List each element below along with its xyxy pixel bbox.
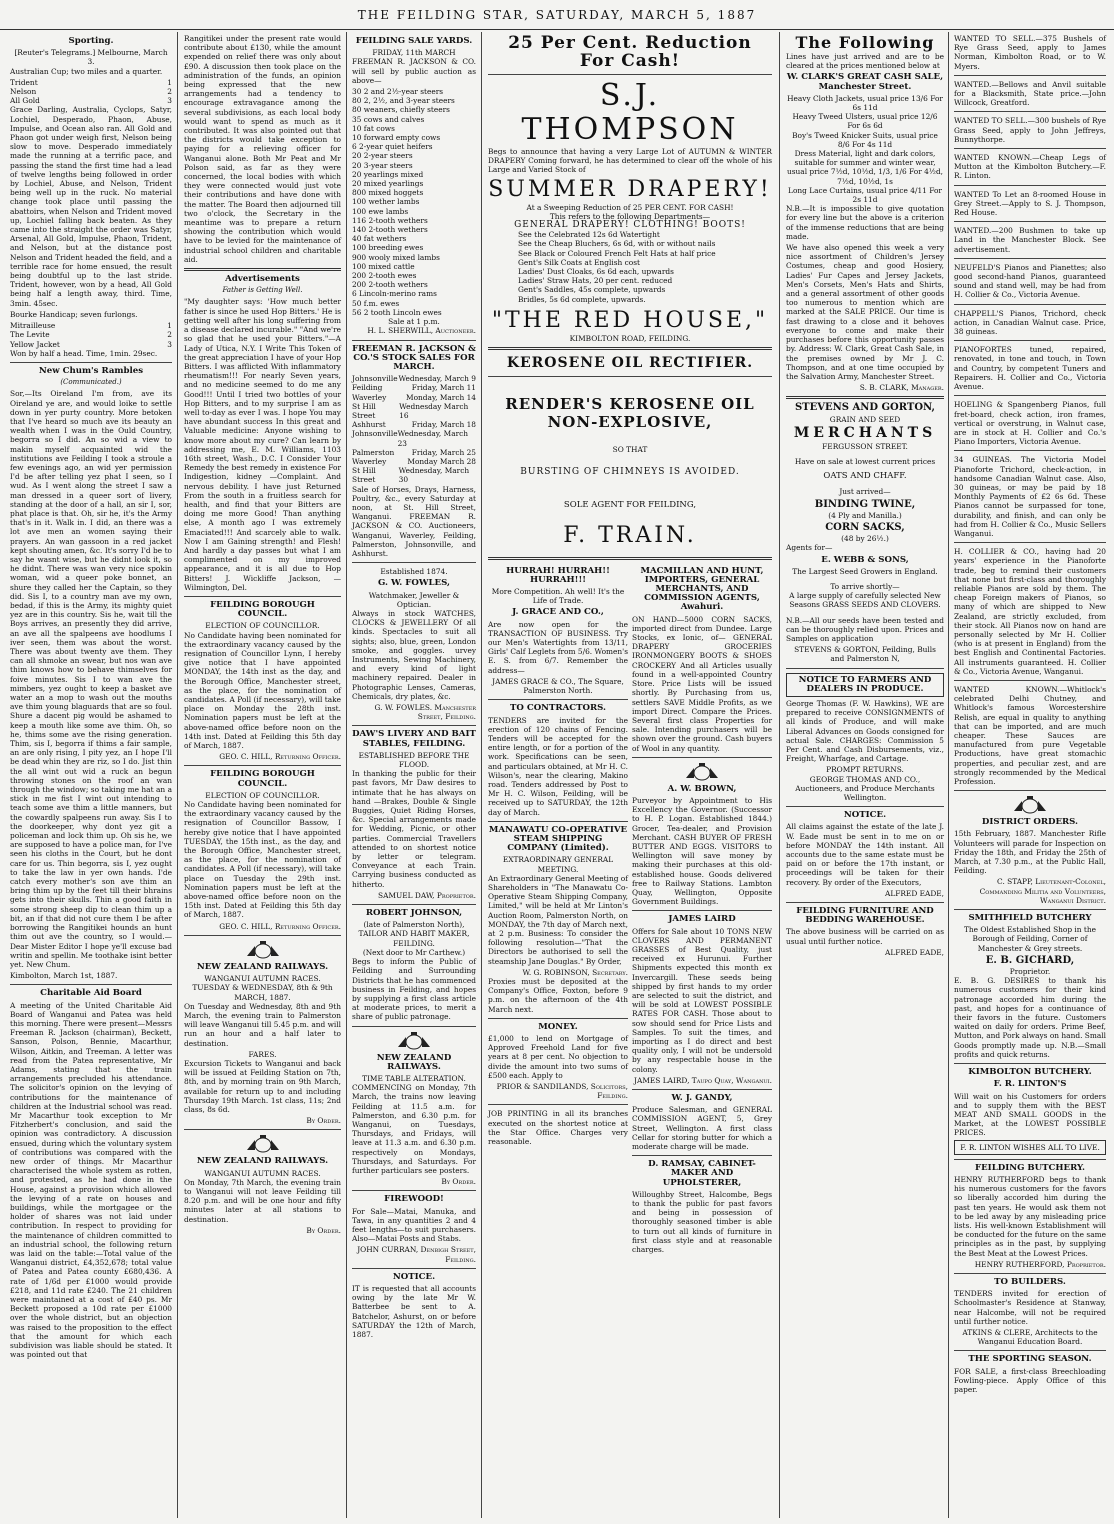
sporting-heading: Sporting.	[68, 36, 114, 46]
ad-body: On Monday, 7th March, the evening train to Wanganui will not leave Feilding till 8.20 p.m. and will be one hour and fifty minutes later at all stations to destination.	[184, 1177, 341, 1224]
table-cell: Johnsonville	[352, 429, 398, 439]
classified-ad: NEUFELD'S Pianos and Pianettes; also good second-hand Pianos, guaranteed sound and stand well, may be had from H. Collier & Co., Victoria Avenue.	[954, 262, 1106, 300]
ad-title: STEVENS AND GORTON,	[794, 402, 936, 414]
ad-title: DISTRICT ORDERS.	[981, 817, 1079, 828]
ad-address: FERGUSSON STREET.	[822, 441, 908, 451]
table-cell: Wednesday March 16	[399, 401, 469, 420]
list-item: Gent's Silk Coats at English cost	[518, 257, 641, 267]
result-row: Yellow Jacket 3	[10, 339, 172, 349]
ad-subtitle: (late of Palmerston North), TAILOR AND HABIT MAKER, FEILDING.	[358, 920, 470, 948]
ad-signature: ATKINS & CLERE, Architects to the Wanganui Education Board.	[962, 1327, 1098, 1347]
ad-body: For Sale—Matai, Manuka, and Tawa, in any quantities 2 and 4 feet lengths—to suit purchasers. Also—Matai Posts and Stabs.	[352, 1206, 476, 1244]
price-list	[786, 94, 944, 204]
ad-body: Lines have just arrived and are to be cleared at the prices mentioned below at	[786, 52, 944, 71]
list-item: 50 f.m. ewes	[352, 298, 400, 308]
list-item: 20 mixed yearlings	[352, 179, 424, 189]
ad-date: FRIDAY, 11th MARCH	[372, 48, 456, 58]
ad-body: A large supply of carefully selected New Seasons GRASS SEEDS AND CLOVERS.	[789, 591, 941, 610]
list-item: Ladies' Straw Hats, 20 per cent. reduced	[518, 276, 673, 286]
ad-title: NOTICE.	[843, 810, 887, 821]
ad-body: N.B.—It is impossible to give quotation for every line but the above is a criterion of the immense reductions that are being made.	[786, 204, 944, 241]
ad-signature: H. L. SHERWILL, Auctioneer.	[367, 326, 476, 336]
table-cell: Johnsonville	[352, 374, 398, 384]
headline: 25 Per Cent. Reduction For Cash!	[508, 33, 752, 71]
article-sign: Kimbolton, March 1st, 1887.	[10, 971, 118, 981]
ad-subtitle: Have on sale at lowest current prices	[794, 456, 936, 466]
list-item: 200 2-tooth ewes	[352, 271, 417, 281]
list-item: 116 2-tooth wethers	[352, 215, 428, 225]
ad-title: DAW'S LIVERY AND BAIT STABLES, FEILDING.	[352, 729, 476, 749]
kerosene-heading: RENDER'S KEROSENE OIL NON-EXPLOSIVE,	[505, 395, 755, 432]
ad-title: JAMES LAIRD	[668, 914, 736, 925]
ad-subtitle: This refers to the following Departments—	[549, 211, 711, 221]
ad-title: W. CLARK'S GREAT CASH SALE, Manchester Street.	[786, 72, 944, 92]
list-item: 20 2-year steers	[352, 151, 413, 161]
column-4	[484, 32, 776, 1518]
table-row	[352, 420, 476, 429]
ad-title: NOTICE TO FARMERS AND DEALERS IN PRODUCE.	[786, 673, 944, 697]
rambles-sub: (Communicated.)	[60, 378, 122, 387]
ad-title: NEW ZEALAND RAILWAYS.	[196, 961, 329, 972]
list-item: 100 breeding ewes	[352, 243, 424, 253]
list-item: 20 3-year steers	[352, 160, 413, 170]
ad-subtitle: F. R. LINTON WISHES ALL TO LIVE.	[954, 1140, 1106, 1155]
list-item: 6 2-year quiet heifers	[352, 142, 433, 152]
ad-title: W. J. GANDY,	[671, 1093, 733, 1104]
list-item: 6 Lincoln-merino rams	[352, 289, 437, 299]
column-rule	[779, 32, 780, 1518]
list-item: 100 mixed cattle	[352, 261, 415, 271]
ad-title: HURRAH! HURRAH!! HURRAH!!!	[506, 565, 610, 585]
sale-time: Sale at 1 p.m.	[388, 317, 440, 327]
article-body: Grace Darling, Australia, Cyclops, Satyr, Lochiel, Desperado, Phaon, Abuse, Impulse, and Ocean also ran. All Gold and Phaon got under weigh first, Nelson being slow to move. Desperado immediately made the running at a terrific pace, and passing the stand the first time had a lead of twelve lengths being followed in order by Lochiel, Abuse, and Nelson, Trident being well up in the ruck. No material change took place until passing the abattoirs, when Nelson and Trident moved up, Lochiel falling back beaten. As they came into the straight the order was Satyr, Arsenal, All Gold, Impulse, Phaon, Trident, and Nelson, but at the distance post Nelson and Trident headed the field, and a terrible race for home ensued, the result being doubtful up to the last stride. Trident, however, won by a head, All Gold being half a length away, third. Time, 3min. 45sec.	[10, 105, 172, 308]
classified-ad: WANTED TO SELL.—375 Bushels of Rye Grass Seed, apply to James Norman, Kimbolton Road, or to W. Myers.	[954, 34, 1106, 71]
ad-subtitle: WANGANUI AUTUMN RACES.	[204, 974, 321, 984]
column-rule	[481, 32, 482, 1518]
ad-signature: By Order.	[441, 1177, 476, 1187]
ad-body: Agents for—	[786, 543, 833, 553]
ad-body: TENDERS are invited for the erection of 120 chains of Fencing. Tenders will be accepted for the entire length, or for a portion of the work. Specifications can be seen, and particulars obtained, at Mr H. C. Wilson's, near the clearing, Makino road. Tenders addressed by Post to Mr H. C. Wilson, Feilding, will be received up to SATURDAY, the 12th day of March.	[488, 715, 628, 817]
cup-title: Australian Cup; two miles and a quarter.	[10, 66, 163, 76]
price-line: Boy's Tweed Knicker Suits, usual price 8/6 For 4s 11d	[792, 130, 938, 149]
ad-body: The above business will be carried on as usual until further notice.	[786, 927, 944, 946]
royal-crest-icon	[243, 940, 283, 960]
list-item: 200 2-tooth wethers	[352, 280, 428, 290]
article-body: A meeting of the United Charitable Aid Board of Wanganui and Patea was held this morning. There were present—Messrs Freeman R. Jackson (chairman), Beckett, Sanson, Polson, Bennie, Macarthur, Wilson, Aitkin, and Treeman. A letter was read from the Patea representative, Mr Adams, stating that the train arrangements precluded his attendance. The solicitor's opinion on the levying of contributions for the maintenance of children at the Industrial school was read. Mr Macarthur took exception to Mr Fitzherbert's conclusion, and said the opinion was contradictory. A discussion ensued, during which the voluntary system of contributions was compared with the new order of things. Mr Macarthur characterised the whole system as rotten, and protested, as he had done in the House, against a provision which allowed the levying of a rate on houses and buildings, while the mortgagee or the holder of shares was not laid under contribution. In respect to providing for the maintenance of children committed to an industrial school, the following return was laid on the table:—Total value of the Wanganui district, £4,352,678; total value of Patea and Patea county £680,436. A rate of 1/6d per £1000 would provide £218, and 11d rate £240. The 21 children were maintained at a cost of £40 ps. Mr Beckett proposed a 10d rate per £1000 over the whole district, but an objection was raised to the proposition to the effect that the amount for which each subdivision was liable should be stated. It was pointed out that	[10, 1000, 172, 1360]
rambles-heading: New Chum's Rambles	[38, 365, 144, 376]
aid-heading: Charitable Aid Board	[40, 988, 142, 999]
ad-title: KIMBOLTON BUTCHERY.	[968, 1067, 1092, 1078]
ad-title: BINDING TWINE,	[814, 498, 916, 510]
ad-body: Sale of Horses, Drays, Harness, Poultry, &c., every Saturday at noon, at St. Hill Street, Wanganui. FREEMAN R. JACKSON & CO. Auctioneers, Wanganui, Waverley, Feilding, Palmerston, Johnsonville, and Ashhurst.	[352, 484, 476, 558]
table-row	[352, 374, 476, 383]
result-row: The Levite 2	[10, 330, 172, 340]
table-cell: Feilding	[352, 383, 383, 393]
table-row	[352, 448, 476, 457]
ad-subtitle: Just arrived—	[839, 487, 891, 497]
article-body: Sor,—Its Oireland I'm from, ave its Oireland ye are, and would loike to settle down in yer purty country. More betoken that I've heard so much ave its beauty an wealth when I was in the Ould Country, begorra so I did. An so wid a view to makin myself acquainted wid the institutions ave Feilding I took a stroule a few evenings ago, an wid yer permission I'd be after telling yez phat I seen, so I wud. As I went along the street I saw a man dressed in a queer sort of livery, standing at the door of a hall, an sir I, sor, phat place is that. Oh, sir he, it's the Army that's in it. Walk in. I did, an there was a lot ave men an women saying their prayers. An wan gassoon in a red jacket kept shouting amen, &c. It's sorry I'd be to say he wasnt wise, but he didnt look it, so he didnt. There was wan very nice spokin woman, wid a queer poke bonnet, an shure they called her the Captain, so they did. Sis I, to a country man ave my own, bedad, if this is the Army, its mighty quiet yez are in this country. Sis he, wait till the Boys arrives, an presently they did arrive, an ave all the spalpeens ave hoodlums I iver seen, them was about the worst. There was about twenty ave them. They can all shmoke an swear, but nos wan ave thim knows how to behave thimselves for foive minutes. Sis I to wan ave the mimbers, yez ought to keep a basket ave water an a mop to wash out the mouths ave thim young blaguards that are so foul. Shure a dacent pig would be ashamed to keep a mouth like some ave thim. Oh, so he, thims some ave the rising generation. Thim, sis I, begorra if thims a fair sample, an are only rising, I pity yez, an I hope I'll be dead whin they are riz, so I do. Jist thin the all wint out wid a ruck an begun throwing stones on the roof an wan through the window; so taking me hat an a stick in me fist I wint out intending to teach some ave thim a little manners, but the cowardly spalpeens run away. Sis I to the doorkeeper, why dont yez git a policeman and lock thim up. Oh sis he, we are supposed to have a police man, for I've seen his cloths in the Court, but he dont care for us. Thin begorra, sis I, yez ought to take the law in yer own hands. I'de catch every mother's son ave thim an bring thim up by the feet till their bhrains gets into their skulls. Thin a good faith in some strong sheep dip to clean thim up a bit, an if that did not cure them I be after borrowing the Rangitikei hounds an hunt thim out ave the country, so I would.—Dear Mister Editor I hope ye'll excuse bad writin and spellin. Me toothake isint better yet. New Chum.	[10, 389, 172, 969]
classified-ad: WANTED.—Bellows and Anvil suitable for a Blacksmith, State price.—John Willcock, Greatford.	[954, 79, 1106, 108]
list-item: 800 mixed hoggets	[352, 188, 424, 198]
result-row: Nelson 2	[10, 87, 172, 97]
ad-signature: SAMUEL DAW, Proprietor.	[378, 890, 476, 900]
ad-title: FEILDING BOROUGH COUNCIL.	[210, 769, 315, 789]
summer-title: SUMMER DRAPERY!	[488, 176, 772, 202]
stock-sales-table	[352, 374, 476, 484]
ad-body: On Tuesday and Wednesday, 8th and 9th March, the evening train to Palmerston will leave Wanganui till 5.45 p.m. and will run an hour and a half later to destination.	[184, 1001, 341, 1048]
ad-title: FEILDING BOROUGH COUNCIL.	[210, 599, 315, 620]
ad-title: SMITHFIELD BUTCHERY	[968, 913, 1092, 924]
royal-crest-icon	[394, 1031, 434, 1051]
classified-ad: WANTED.—200 Bushmen to take up Land in the Manchester Block. See advertisement.	[954, 226, 1106, 254]
ad-signature: GEO. C. HILL, Returning Officer.	[219, 752, 341, 762]
list-item: 56 2 tooth Lincoln ewes	[352, 307, 442, 317]
ad-body: 15th February, 1887. Manchester Rifle Volunteers will parade for Inspection on Friday the 18th, and Friday the 25th of March, at 7.30 p.m., at the Public Hall, Feilding.	[954, 829, 1106, 876]
classified-ad: WANTED KNOWN.—Whitlock's celebrated Delhi Chutney, and Whitlock's famous Worcestershire Relish, are equal in quality to anything that can be imported, and are much cheaper. These Sauces are manufactured from pure Vegetable Productions, have great stomachic properties, and peculiar zest, and are strongly recommended by the Medical Profession.	[954, 684, 1106, 787]
classified-ad: WANTED KNOWN.—Cheap Legs of Mutton at the Kimbolton Butchery.—F. R. Linton.	[954, 153, 1106, 181]
ad-signature: GEO. C. HILL, Returning Officer.	[219, 921, 341, 931]
list-item: 10 fat cows	[352, 123, 395, 133]
classified-ad: WANTED To Let an 8-roomed House in Grey Street.—Apply to S. J. Thompson, Red House.	[954, 189, 1106, 218]
ad-body: E. B. G. DESIRES to thank his numerous customers for their kind patronage accorded him during the past, and hopes for a continuance of their favors in the future. Customers waited on daily for orders. Prime Beef, Mutton, and Pork always on hand. Small Goods promptly made up. N.B.—Small profits and quick returns.	[954, 976, 1106, 1059]
table-cell: St Hill Street	[352, 466, 376, 485]
ad-body: Purveyor by Appointment to His Excellency the Governor. (Successor to H. P. Logan. Established 1844.) Grocer, Tea-dealer, and Provision Merchant. CASH BUYER OF FRESH BUTTER AND EGGS. VISITORS to Wellington will save money by making their purchases at this old-established house. Goods delivered free to Railway Stations. Lambton Quay, Wellington, Opposite Government Buildings.	[632, 795, 772, 907]
price-line: Heavy Cloth Jackets, usual price 13/6 For 6s 11d	[787, 93, 943, 113]
table-cell: Monday March 28	[407, 456, 476, 466]
list-item: 35 cows and calves	[352, 114, 425, 124]
table-cell: Wednesday, March 30	[398, 466, 470, 485]
column-1	[6, 32, 176, 1518]
list-item: 30 2 and 2½-year steers	[352, 87, 444, 97]
ad-subtitle: SOLE AGENT FOR FEILDING,	[563, 500, 697, 511]
ad-title: TO CONTRACTORS.	[509, 703, 606, 714]
list-item: Bridles, 5s 6d complete, upwards.	[518, 294, 646, 304]
list-item: 20 yearlings mixed	[352, 169, 424, 179]
ad-dates: TUESDAY & WEDNESDAY, 8th & 9th MARCH, 1887.	[192, 983, 333, 1002]
ad-body: Always in stock WATCHES, CLOCKS & JEWELLERY Of all kinds. Spectacles to suit all sights; also, blue, green, London smoke, and goggles. urvey Instruments, Sewing Machinery, and every kind of light machinery repaired. Dealer in Photographic Lenses, Cameras, Chemicals, dry plates, &c.	[352, 608, 476, 701]
ad-subtitle: The Oldest Established Shop in the Borough of Feilding, Corner of Manchester & Grey streets.	[963, 925, 1096, 953]
ad-title: D. RAMSAY, CABINET-MAKER AND UPHOLSTERER,	[648, 1159, 756, 1188]
ad-body: IT is requested that all accounts owing by the late Mr W. Batterbee be sent to A. Batchelor, Ashurst, on or before SATURDAY the 12th of March, 1887.	[352, 1283, 476, 1339]
ad-title: E. B. GICHARD,	[985, 954, 1075, 966]
ad-signature: W. G. ROBINSON, Secretary.	[522, 967, 628, 977]
ad-address: JAMES GRACE & CO., The Square, Palmerston North.	[492, 676, 624, 696]
ad-body: TENDERS invited for erection of Schoolmaster's Residence at Stanway, near Halcombe, will not be required until further notice.	[954, 1289, 1106, 1326]
ad-subtitle: ELECTION OF COUNCILLOR.	[205, 621, 320, 631]
ad-body: An Extraordinary General Meeting of Shareholders in "The Manawatu Co-Operative Steam Shipping Company, Limited," will be held at Mr Linton's Auction Room, Palmerston North, on MONDAY, the 7th day of March next, at 2 p.m. Business: To consider the following resolution—"That the Directors be authorised to sell the steamship Jane Douglas." By Order,	[488, 873, 628, 966]
ad-body: £1,000 to lend on Mortgage of Approved Freehold Land for five years at 8 per cent. No objection to divide the amount into two sums of £500 each. Apply to	[488, 1034, 628, 1080]
ad-body: FOR SALE, a first-class Breechloading Fowling-piece. Apply Office of this paper.	[954, 1366, 1106, 1394]
column-rule	[948, 32, 949, 1518]
table-cell: Ashhurst	[352, 420, 386, 430]
ad-subtitle: ELECTION OF COUNCILLOR.	[205, 790, 320, 800]
ad-body: Will wait on his Customers for orders and to supply them with the BEST MEAT AND SMALL GOODS in the Market, at the LOWEST POSSIBLE PRICES.	[954, 1091, 1106, 1138]
column-5	[782, 32, 948, 1518]
ad-body: Willoughby Street, Halcombe, Begs to thank the public for past favors and being in possession of thoroughly seasoned timber is able to turn out all kinds of furniture in first class style and at reasonable charges.	[632, 1189, 772, 1255]
table-cell: Monday, March 14	[406, 392, 476, 402]
ad-title: ROBERT JOHNSON,	[365, 908, 463, 919]
ad-body: In thanking the public for their past favors, Mr Daw desires to intimate that he has always on hand —Brakes, Double & Single Buggies, Quiet Riding Horses, &c. Special arrangements made for Wedding, Picnic, or other parties. Commercial Travellers attended to on shortest notice by letter or telegram. Conveyance at each Train. Carrying business conducted as hitherto.	[352, 769, 476, 889]
redhouse-title: "THE RED HOUSE,"	[491, 307, 769, 333]
table-row	[352, 457, 476, 466]
article-body: Won by half a head. Time, 1min. 29sec.	[10, 348, 158, 358]
result-row: Trident 1	[10, 77, 172, 87]
ad-title: FEILDING SALE YARDS.	[355, 36, 473, 46]
ad-title: F. R. LINTON'S	[993, 1079, 1067, 1090]
ad-signature: G. W. FOWLES. Manchester Street, Feilding.	[374, 703, 476, 722]
royal-crest-icon	[682, 762, 722, 782]
table-row	[352, 393, 476, 402]
table-cell: Waverley	[352, 456, 387, 466]
ad-body: JOB PRINTING in all its branches executed on the shortest notice at the Star Office. Charges very reasonable.	[488, 1109, 628, 1147]
ad-title: MONEY.	[538, 1021, 578, 1032]
table-cell: Friday, March 11	[411, 383, 476, 393]
ad-signature: By Order.	[306, 1225, 341, 1235]
column-3	[348, 32, 480, 1518]
ad-title: CORN SACKS,	[825, 521, 905, 533]
ad-signature: S. B. CLARK, Manager.	[859, 383, 944, 393]
ad-title: G. W. FOWLES,	[377, 578, 451, 589]
ad-subtitle: EXTRAORDINARY GENERAL MEETING.	[502, 855, 614, 874]
ad-subtitle: Established 1874.	[380, 567, 448, 577]
ad-address: KIMBOLTON ROAD, FEILDING.	[569, 333, 691, 343]
ad-body: Begs to inform the Public of Feilding and Surrounding Districts that he has commenced business in Feilding, and hopes by supplying a first class article at moderate prices, to merit a share of public patronage.	[352, 957, 476, 1022]
list-item: See the Cheap Bluchers, 6s 6d, with or without nails	[518, 239, 716, 249]
ad-subtitle: GRAIN AND SEED	[829, 414, 901, 424]
ad-body: No Candidate having been nominated for the extraordinary vacancy caused by the resignation of Councillor Lynn, I hereby give notice that I have appointed MONDAY, the 14th inst as the day, and the Borough Office, Manchester street, as the place, for the nomination of candidates. A Poll (if necessary), will take place on Monday the 28th inst. Nomination papers must be left at the above-named office before noon on the 14th inst. Dated at Feilding this 5th day of March, 1887.	[184, 630, 341, 751]
column-2	[180, 32, 345, 1518]
ad-body: Offers for Sale about 10 TONS NEW CLOVERS AND PERMANENT GRASSES of Best Quality, just received ex Hurunui. Further Shipments expected this month ex Invercargill. These seeds being shipped by first hands to my order are selected to suit the district, and will be sold at LOWEST POSSIBLE RATES FOR CASH. Those about to sow should send for Price Lists and Samples. To suit the times, and importing as I do direct and best quality only, I will not be undersold by any respectable house in the colony.	[632, 926, 772, 1074]
ad-title: FIREWOOD!	[384, 1194, 444, 1205]
ad-title: MACMILLAN AND HUNT, IMPORTERS, GENERAL MERCHANTS, AND COMMISSION AGENTS, Awahuri.	[640, 565, 764, 613]
ad-title: FEILDING BUTCHERY.	[975, 1162, 1085, 1173]
ad-body: Excursion Tickets to Wanganui and back will be issued at Feilding Station on 7th, 8th, and by morning train on 9th March, available for return up to and including Thursday 19th March. 1st class, 11s; 2nd class, 8s 6d.	[184, 1058, 341, 1114]
column-6	[950, 32, 1110, 1518]
bourke-title: Bourke Handicap; seven furlongs.	[10, 309, 138, 319]
ad-body: "My daughter says: 'How much better father is since he used Hop Bitters.' He is getting well after his long suffering from a disease declared incurable." "And we're so glad that he used your Bitters."—A Lady of Utica, N.Y. I Write This Token of the great appreciation I have of your Hop Bitters. I was afflicted With inflammatory rheumatism!!! For nearly Seven years, and no medicine seemed to do me any Good!!! Until I tried two bottles of your Hop Bitters, and to my surprise I am as well to-day as ever I was. I hope You may have abundant success In this great and Valuable medicine: Anyone wishing to know more about my cure? Can learn by addressing me, E. M. Williams, 1103 16th street, Wash., D.C. I Consider Your Remedy the best remedy in existence For Indigestion, kidney —Complaint. And nervous debility. I have just Returned From the south in a fruitless search for health, and find that your Bitters are doing me more Good! Than anything else, A month ago I was extremely Emaciated!!! And scarcely able to walk. Now I am Gaining strength! and Flesh! And hardly a day passes but what I am complimented on my improved appearance, and it is all due to Hop Bitters! J. Wickliffe Jackson, —Wilmington, Del.	[184, 297, 341, 592]
classified-ad: HOELING & Spangenberg Pianos, full fret-board, check action, iron frames, vertical or overstrung, in Walnut case, are in stock at H. Collier and Co.'s Piano Importers, Victoria Avenue.	[954, 400, 1106, 447]
table-row	[352, 466, 476, 484]
so-that: SO THAT	[612, 445, 648, 455]
classified-ad: H. COLLIER & CO., having had 20 years' experience in the Pianoforte trade, beg to remind their customers that none but first-class and thoroughly reliable Pianos are sold by them. The cheap Foreign makers of Pianos, so many of which are shipped to New Zealand, are strictly excluded, from their stock. All Pianos now on hand are personally selected by Mr H. Collier (who is at present in England) from the best English and Continental Factories. All instruments guaranteed. H. Collier & Co., Victoria Avenue, Wanganui.	[954, 547, 1106, 676]
kerosene-title: KEROSENE OIL RECTIFIER.	[506, 355, 754, 372]
dateline: [Reuter's Telegrams.] Melbourne, March 3.	[14, 48, 168, 67]
ad-subtitle: FARES.	[248, 1049, 277, 1059]
ad-title: MANAWATU CO-OPERATIVE STEAM SHIPPING COMPANY (Limited).	[488, 824, 628, 854]
ad-body: We have also opened this week a very nice assortment of Children's Jersey Costumes, cheap and good Hosiery, Ladies' Fur Capes and Jersey Jackets, Men's Corsets, Men's Hats and Shirts, and a general assortment of other goods too numerous to mention which are marked at the SALE PRICE. Our time is fast drawing to a close and it behoves everyone to come and make their purchases before this opportunity passes by. Address: W. Clark, Great Cash Sale, in the premises owned by Mr J. C. Thompson, and at one time occupied by the Salvation Army, Manchester Street.	[786, 243, 944, 381]
ad-subtitle: Proprietor.	[1009, 967, 1051, 977]
ad-title: J. GRACE AND CO.,	[512, 607, 604, 618]
list-item: 100 ewe lambs	[352, 206, 409, 216]
ad-title: NEW ZEALAND RAILWAYS.	[196, 1156, 329, 1167]
column-rule	[177, 32, 178, 1518]
ad-body: Begs to announce that having a very Large Lot of AUTUMN & WINTER DRAPERY Coming forward, he has determined to clear off the whole of his Large and Varied Stock of	[488, 147, 772, 175]
ad-subtitle: More Competition. Ah well! It's the Life of Trade.	[491, 587, 625, 606]
result-row: Mitrailleuse 1	[10, 321, 172, 331]
ad-body: No Candidate having been nominated for the extraordinary vacancy caused by the resignation of Councillor Bassow, I hereby give notice that I have appointed TUESDAY, the 15th inst., as the day, and the Borough Office, Manchester street, as the place, for the nomination of candidates. A Poll (if necessary), will take place on Tuesday the 29th inst. Nomination papers must be left at the above-named office before noon on the 15th inst. Dated at Feilding this 5th day of March, 1887.	[184, 800, 341, 920]
ad-body: N.B.—All our seeds have been tested and can be thoroughly relied upon. Prices and Samples on application	[786, 615, 944, 643]
classified-ad: PIANOFORTES tuned, repaired, renovated, in tone and touch, in Town and Country, by competent Tuners and Repairers. H. Collier and Co., Victoria Avenue.	[954, 345, 1106, 392]
price-line: Heavy Tweed Ulsters, usual price 12/6 For 6s 6d	[792, 112, 938, 131]
price-line: Long Lace Curtains, usual price 4/11 For 2s 11d	[788, 185, 942, 205]
ad-subtitle: BURSTING OF CHIMNEYS IS AVOIDED.	[520, 467, 740, 478]
departments: GENERAL DRAPERY! CLOTHING! BOOTS!	[514, 220, 746, 231]
ad-signature: HENRY RUTHERFORD, Proprietor.	[974, 1259, 1106, 1269]
item-list	[488, 230, 772, 304]
ad-title: THE SPORTING SEASON.	[968, 1354, 1092, 1365]
list-item: See the Celebrated 12s 6d Watertight	[518, 230, 660, 240]
stock-list	[352, 87, 476, 317]
ad-subtitle: Father is Getting Well.	[222, 286, 303, 295]
classified-ad: WANTED TO SELL.—300 bushels of Rye Grass Seed, apply to John Jeffreys, Bunnythorpe.	[954, 116, 1106, 144]
result-row: All Gold 3	[10, 96, 172, 106]
table-cell: Wednesday, March 23	[397, 429, 469, 448]
list-item: Gent's Saddles, 45s complete, upwards	[518, 285, 666, 295]
ad-signature: JAMES LAIRD, Taupo Quay, Wanganui.	[634, 1075, 772, 1085]
ad-signature: ALFRED EADE,	[884, 888, 944, 898]
ad-title: A. W. BROWN,	[667, 783, 737, 794]
table-cell: St Hill Street	[352, 401, 376, 420]
ad-body: Produce Salesman, and GENERAL COMMISSION AGENT, 5, Grey Street, Wellington. A first class Cellar for storing butter for which a moderate charge will be made.	[632, 1105, 772, 1152]
thompson-title: S.J. THOMPSON	[521, 78, 739, 147]
ad-signature: By Order.	[306, 1116, 341, 1126]
list-item: See Black or Coloured French Felt Hats at half price	[518, 248, 716, 258]
ad-address: (Next door to Mr Carthew.)	[362, 947, 466, 957]
ad-subtitle: To arrive shortly—	[830, 581, 900, 591]
table-row	[352, 429, 476, 447]
ad-signature: ALFRED EADE,	[884, 947, 944, 957]
ad-title: NOTICE.	[392, 1271, 436, 1282]
ad-title: NEW ZEALAND RAILWAYS.	[376, 1052, 452, 1072]
table-row	[352, 383, 476, 392]
ad-signature: PRIOR & SANDILANDS, Solicitors, Feilding.	[496, 1082, 628, 1101]
ad-body: ON HAND—5000 CORN SACKS, imported direct from Dundee. Large Stocks, ex Ionic, of— GENERAL DRAPERY GROCERIES IRONMONGERY BOOTS & SHOES CROCKERY And all Articles usually found in a well-appointed Country Store. Price Lists will be issued shortly. By Purchasing from us, settlers SAVE Middle Profits, as we import Direct. Compare the Prices. Several first class Properties for sale. Intending purchasers will be shown over the ground. Cash buyers of Wool in any quantity.	[632, 614, 772, 753]
ad-title: FREEMAN R. JACKSON & CO.'S STOCK SALES FOR MARCH.	[352, 343, 476, 372]
ad-signature: STEVENS & GORTON, Feilding, Bulls and Palmerston N,	[794, 645, 936, 664]
ad-body: COMMENCING on Monday, 7th March, the trains now leaving Feilding at 11.5 a.m. for Palmerston, and 6.30 p.m. for Wanganui, on Tuesdays, Thursdays, and Fridays, will leave at 11.3 a.m. and 6.30 p.m. respectively on Mondays, Thursdays, and Saturdays. For further particulars see posters.	[352, 1083, 476, 1175]
table-cell: Friday, March 25	[411, 447, 476, 457]
list-item: 900 wooly mixed lambs	[352, 252, 440, 262]
table-cell: Friday, March 18	[411, 420, 476, 430]
table-cell: Palmerston	[352, 447, 395, 457]
ad-title: E. WEBB & SONS,	[821, 554, 909, 565]
ad-body: George Thomas (F. W. Hawkins), WE are prepared to receive CONSIGNMENTS of all kinds of Produce, and will make Liberal Advances on Goods consigned for actual Sale. CHARGES: Commission 5 Per Cent. and Cash Disbursements, viz., Freight, Wharfage, and Cartage.	[786, 698, 944, 764]
merchants-title: MERCHANTS	[793, 424, 937, 441]
ad-subtitle: ESTABLISHED BEFORE THE FLOOD.	[358, 750, 470, 770]
article-body: Rangitikei under the present rate would contribute about £130, while the amount expended on relief there was only about £90. A discussion then took place on the administration of the funds, an opinion being expressed that the new arrangements had a tendency to encourage extravagance among the several subdivisions, as each local body would want to spend as much as it contributed. It was also pointed out that the districts would take exception to paying for a relieving officer for Wanganui alone. Both Mr Peat and Mr Polson said, as far as they were concerned, the local bodies with which they were connected would just vote their contributions and have done with the matter. The Board then adjourned till two o'clock, the Secretary in the meantime was to prepare a return showing the contribution which would have to be levied for the maintenance of industrial school children and charitable aid.	[184, 34, 341, 264]
list-item: 40 fat wethers	[352, 234, 407, 244]
ad-body: Are now open for the TRANSACTION OF BUSINESS. Try our Men's Watertights from 13/11, Girls' Calf Leglets from 5/6. Women's E. S. from 6/7. Remember the address—	[488, 619, 628, 675]
train-title: F. TRAIN.	[563, 522, 697, 548]
masthead: THE FEILDING STAR, SATURDAY, MARCH 5, 1887	[0, 0, 1114, 30]
price-line: Dress Material, light and dark colors, suitable for summer and winter wear, usual price 7½d, 10½d, 1/3, 1/6 For 4½d, 7½d, 10½d, 1s	[786, 149, 944, 186]
ad-body: All claims against the estate of the late J. W. Eade must be sent in to me on or before MONDAY the 14th instant. All accounts due to the same estate must be paid on or before the 17th instant, or proceedings will be taken for their recovery. By order of the Executors,	[786, 822, 944, 887]
ad-title: FEILDING FURNITURE AND BEDDING WAREHOUSE.	[796, 906, 934, 926]
list-item: 140 2-tooth wethers	[352, 225, 428, 235]
ad-subtitle: PROMPT RETURNS.	[826, 765, 904, 775]
list-item: 80 weaners, chiefly steers	[352, 105, 450, 115]
table-cell: Wednesday, March 9	[398, 374, 476, 384]
ad-subtitle: Watchmaker, Jeweller & Optician.	[368, 590, 460, 609]
table-row	[352, 402, 476, 420]
royal-crest-icon	[243, 1134, 283, 1154]
ad-subtitle: (4 Ply and Manilla.)	[828, 510, 902, 520]
classified-ad: 34 GUINEAS. The Victoria Model Pianoforte Trichord, check-action, in handsome Canadian Walnut case. Also, 30 guineas, or may be paid by 18 Monthly Payments of £2 6s 6d. These Pianos cannot be surpassed for tone, durability, and finish, and can only be had from H. Collier & Co., Music Sellers Wanganui.	[954, 455, 1106, 538]
ad-body: Proxies must be deposited at the Company's Office, Foxton, before 9 p.m. on the afternoon of the 4th March next.	[488, 976, 628, 1014]
ad-title: The Following	[795, 33, 935, 52]
ad-title: TO BUILDERS.	[994, 1276, 1066, 1287]
ad-subtitle: TIME TABLE ALTERATION.	[362, 1073, 466, 1083]
ad-subtitle: (48 by 26½.)	[841, 534, 889, 544]
ad-signature: GEORGE THOMAS AND CO., Auctioneers, and Produce Merchants Wellington.	[795, 774, 935, 803]
ad-subtitle: At a Sweeping Reduction of 25 PER CENT. FOR CASH!	[526, 202, 734, 212]
ad-body: HENRY RUTHERFORD begs to thank his numerous customers for the favors so liberally accorded him during the past ten years. He would ask them not to be led away by any misleading price lists. His well-known Establishment will be conducted for the future on the same principles as in the past, by supplying the Best Meat at the Lowest Prices.	[954, 1174, 1106, 1258]
list-item: 10 forward empty cows	[352, 133, 441, 143]
ad-body: FREEMAN R. JACKSON & CO. will sell by public auction as above—	[352, 57, 476, 85]
column-rule	[346, 32, 347, 1518]
list-item: 80 2, 2½, and 3-year steers	[352, 96, 455, 106]
advertisements-heading: Advertisements	[225, 274, 300, 285]
oats-chaff: OATS AND CHAFF.	[823, 471, 907, 482]
ad-subtitle: WANGANUI AUTUMN RACES.	[204, 1168, 321, 1178]
list-item: Ladies' Dust Cloaks, 6s 6d each, upwards	[518, 267, 674, 277]
list-item: 100 wether lambs	[352, 197, 420, 207]
ad-signature: C. STAPP, Lieutenant-Colonel, Commanding Militia and Volunteers, Wanganui District.	[979, 877, 1106, 905]
royal-crest-icon	[1010, 795, 1050, 815]
ad-subtitle: The Largest Seed Growers in England.	[792, 566, 938, 576]
ad-signature: JOHN CURRAN, Denbigh Street, Feilding.	[357, 1245, 476, 1264]
classified-ad: CHAPPELL'S Pianos, Trichord, check action, in Canadian Walnut case. Price, 38 guineas.	[954, 308, 1106, 337]
table-cell: Waverley	[352, 392, 387, 402]
